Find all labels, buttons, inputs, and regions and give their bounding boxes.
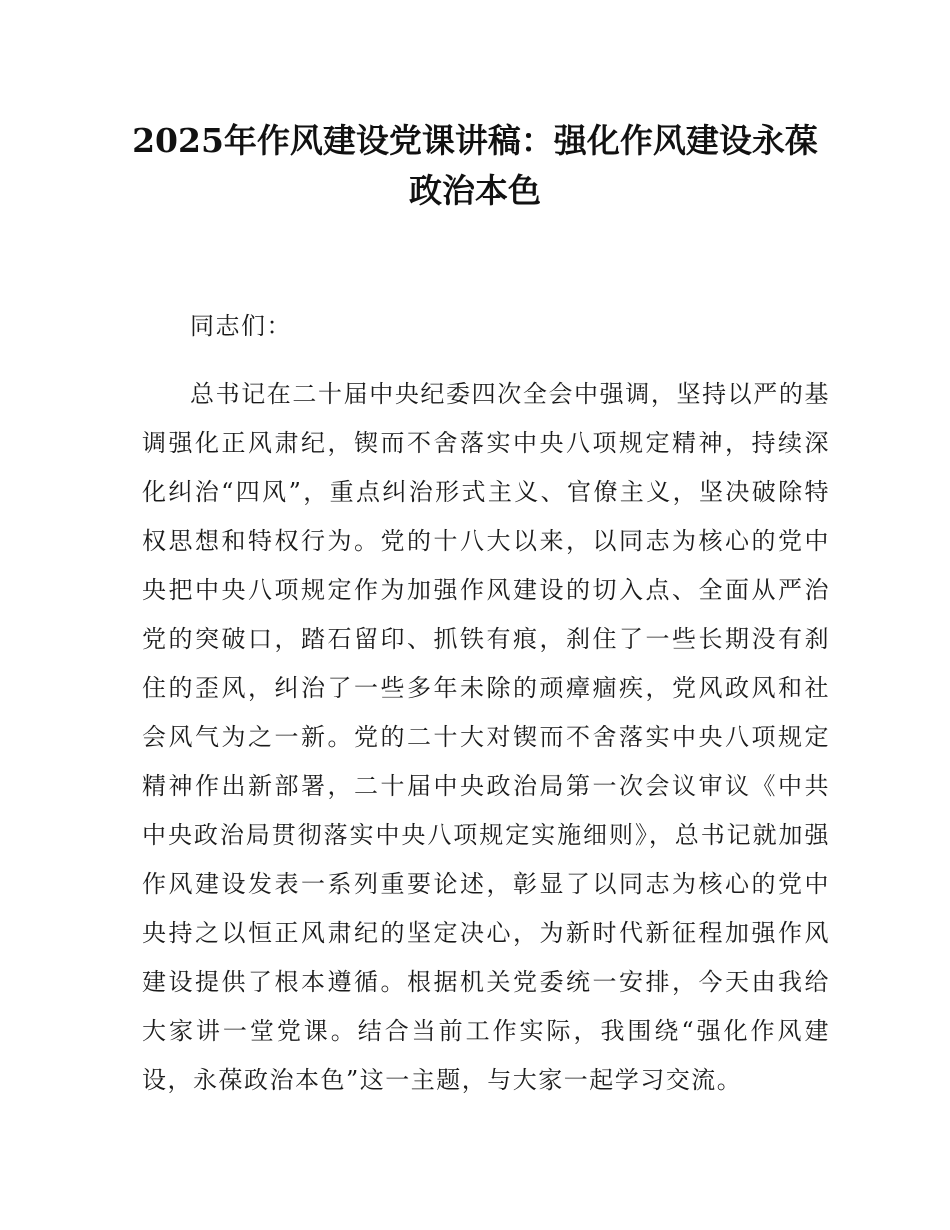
paragraph-1: 总书记在二十届中央纪委四次全会中强调，坚持以严的基调强化正风肃纪，锲而不舍落实中央八项规定精神，持续深化纠治“四风”，重点纠治形式主义、官僚主义，坚决破除特权思想和特权行为。党的十八大以来，以同志为核心的党中央把中央八项规定作为加强作风建设的切入点、全面从严治党的突破口，踏石留印、抓铁有痕，刹住了一些长期没有刹住的歪风，纠治了一些多年未除的顽瘴痼疾，党风政风和社会风气为之一新。党的二十大对锲而不舍落实中央八项规定精神作出新部署，二十届中央政治局第一次会议审议《中共中央政治局贯彻落实中央八项规定实施细则》，总书记就加强作风建设发表一系列重要论述，彰显了以同志为核心的党中央持之以恒正风肃纪的坚定决心，为新时代新征程加强作风建设提供了根本遵循。根据机关党委统一安排，今天由我给大家讲一堂党课。结合当前工作实际，我围绕“强化作风建设，永葆政治本色”这一主题，与大家一起学习交流。 xyxy=(142,380,830,1094)
document-title: 2025年作风建设党课讲稿：强化作风建设永葆政治本色 xyxy=(132,121,818,210)
greeting: 同志们： xyxy=(190,312,292,340)
document-body xyxy=(142,302,830,1105)
